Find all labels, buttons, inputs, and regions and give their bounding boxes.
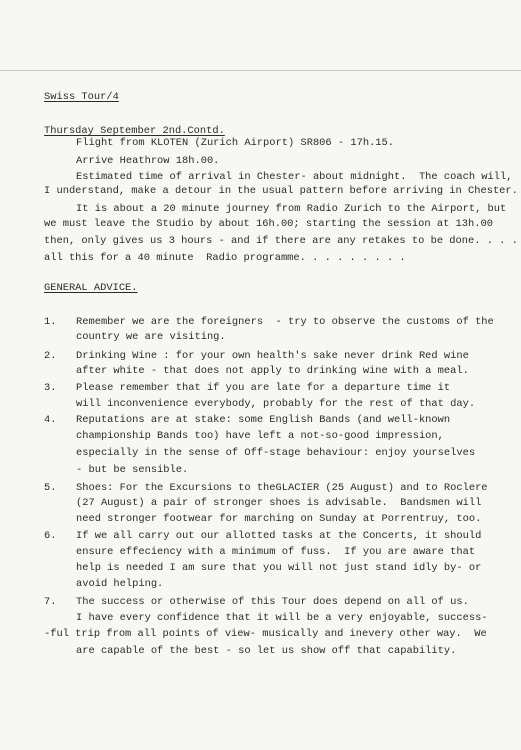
page-header: Swiss Tour/4 (44, 91, 119, 103)
advice-line: (27 August) a pair of stronger shoes is advisable. Bandsmen will (76, 497, 482, 509)
advice-line: need stronger footwear for marching on Sunday at Porrentruy, too. (76, 513, 482, 525)
advice-line: The success or otherwise of this Tour does depend on all of us. (76, 596, 469, 608)
advice-line: Reputations are at stake: some English Bands (and well-known (76, 414, 451, 426)
closing-line: I have every confidence that it will be a very enjoyable, success- (76, 612, 488, 624)
advice-line: - but be sensible. (76, 464, 189, 476)
paragraph-line: all this for a 40 minute Radio programme. . . . . . . . . (44, 252, 406, 264)
advice-heading: GENERAL ADVICE. (44, 282, 138, 294)
advice-number: 7. (44, 596, 57, 608)
advice-line: ensure effeciency with a minimum of fuss. If you are aware that (76, 546, 476, 558)
paragraph-line: It is about a 20 minute journey from Radio Zurich to the Airport, but (76, 203, 507, 215)
paragraph-line: Estimated time of arrival in Chester- about midnight. The coach will, (76, 171, 513, 183)
advice-line: country we are visiting. (76, 331, 226, 343)
advice-number: 4. (44, 414, 57, 426)
advice-line: will inconvenience everybody, probably for the rest of that day. (76, 398, 476, 410)
advice-line: help is needed I am sure that you will not just stand idly by- or (76, 562, 482, 574)
paragraph-line: we must leave the Studio by about 16h.00; starting the session at 13h.00 (44, 218, 493, 230)
advice-line: Shoes: For the Excursions to theGLACIER (25 August) and to Roclere (76, 482, 488, 494)
advice-line: championship Bands too) have left a not-so-good impression, (76, 430, 444, 442)
closing-line: are capable of the best - so let us show off that capability. (76, 645, 457, 657)
closing-line: -ful trip from all points of view- musically and inevery other way. We (44, 628, 487, 640)
advice-number: 1. (44, 316, 57, 328)
advice-line: after white - that does not apply to drinking wine with a meal. (76, 365, 469, 377)
arrival-line: Arrive Heathrow 18h.00. (76, 155, 220, 167)
advice-number: 6. (44, 530, 57, 542)
advice-line: especially in the sense of Off-stage behaviour: enjoy yourselves (76, 447, 476, 459)
advice-line: Drinking Wine : for your own health's sake never drink Red wine (76, 350, 469, 362)
advice-line: If we all carry out our allotted tasks at the Concerts, it should (76, 530, 482, 542)
advice-number: 5. (44, 482, 57, 494)
day-heading: Thursday September 2nd.Contd. (44, 125, 225, 137)
advice-line: avoid helping. (76, 578, 164, 590)
advice-line: Please remember that if you are late for a departure time it (76, 382, 451, 394)
paragraph-line: then, only gives us 3 hours - and if there are any retakes to be done. . . . (44, 235, 518, 247)
advice-line: Remember we are the foreigners - try to observe the customs of the (76, 316, 494, 328)
paragraph-line: I understand, make a detour in the usual pattern before arriving in Chester. (44, 185, 518, 197)
advice-number: 3. (44, 382, 57, 394)
advice-number: 2. (44, 350, 57, 362)
flight-line: Flight from KLOTEN (Zurich Airport) SR806 - 17h.15. (76, 137, 395, 149)
paper-fold-line (0, 70, 521, 71)
